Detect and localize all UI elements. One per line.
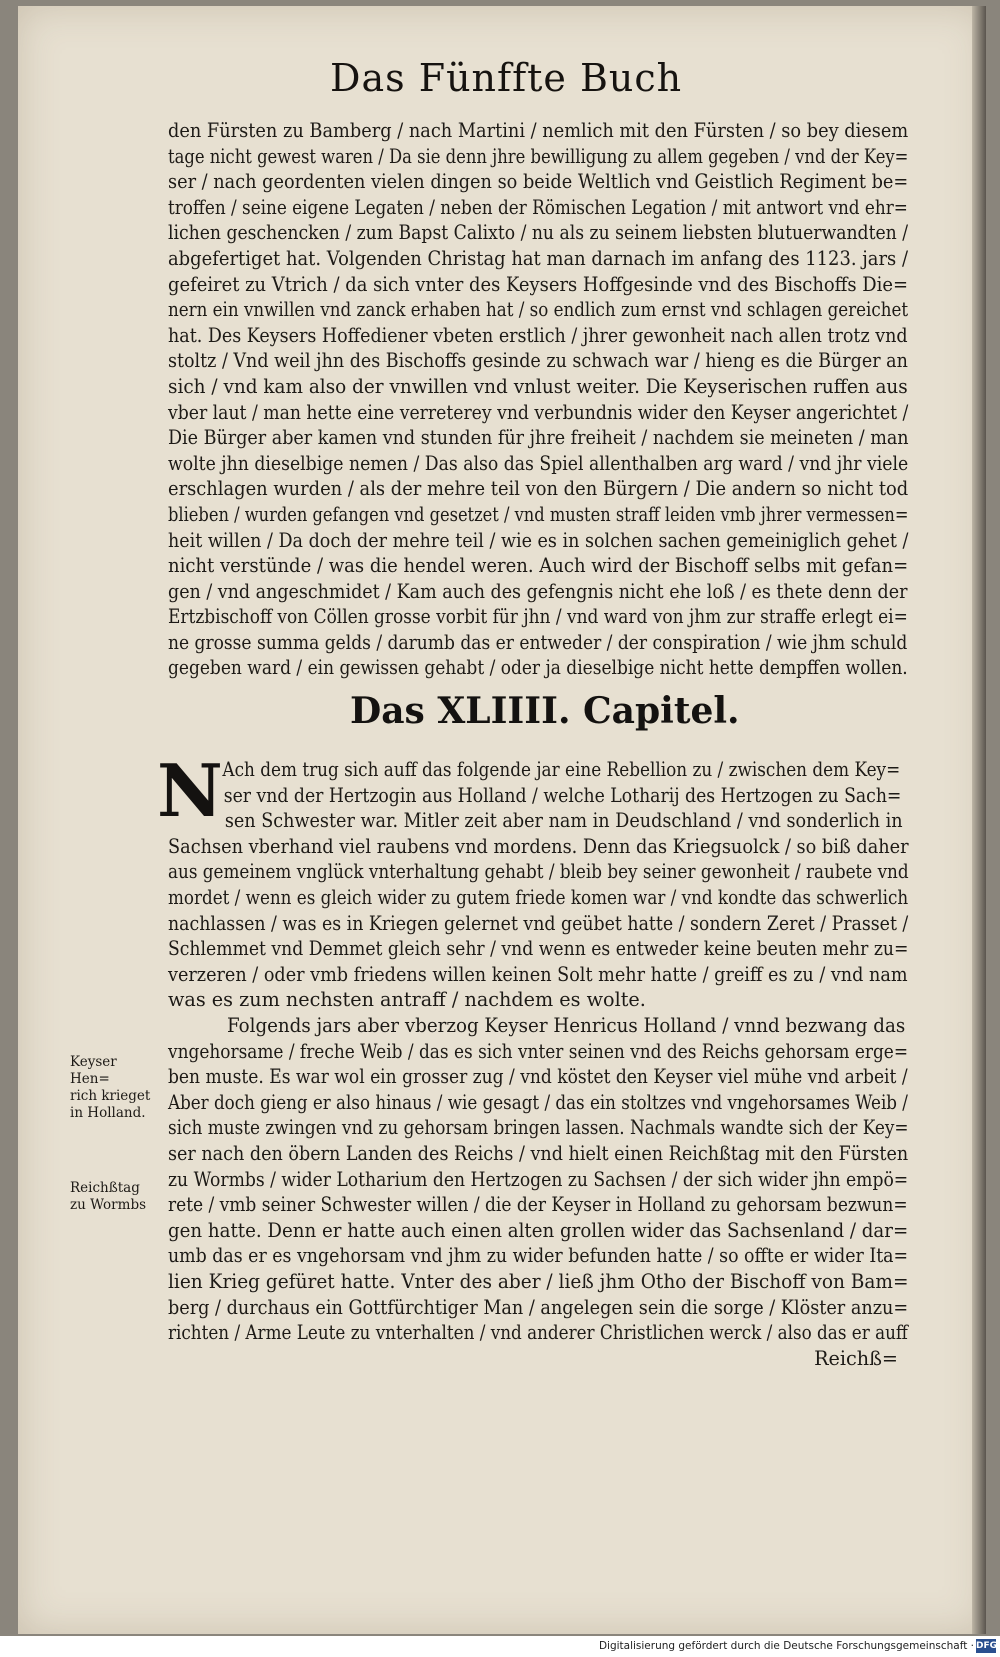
text-line: nicht verstünde / was die hendel weren. Auch wird der Bischoff selbs mit gefan= — [168, 554, 909, 578]
margin-note-line: rich krieget — [70, 1088, 151, 1104]
margin-note-line: zu Wormbs — [70, 1197, 147, 1213]
text-line: rete / vmb seiner Schwester willen / die der Keyser in Holland zu gehorsam bezwun= — [168, 1193, 908, 1217]
text-line: richten / Arme Leute zu vnterhalten / vnd anderer Christlichen werck / also das er auff — [168, 1321, 908, 1345]
text-line: vngehorsame / freche Weib / das es sich vnter seinen vnd des Reichs gehorsam erge= — [168, 1039, 909, 1063]
text-line: gegeben ward / ein gewissen gehabt / oder ja dieselbige nicht hette dempffen wollen. — [168, 656, 908, 680]
drop-cap-initial: N — [157, 748, 223, 833]
text-line: ne grosse summa gelds / darumb das er entweder / der conspiration / wie jhm schuld — [168, 630, 908, 654]
text-line: verzeren / oder vmb friedens willen keinen Solt mehr hatte / greiff es zu / vnd nam — [168, 962, 908, 986]
text-line: gen / vnd angeschmidet / Kam auch des gefengnis nicht ehe loß / es thete denn der — [168, 579, 908, 603]
margin-note-line: in Holland. — [70, 1105, 146, 1121]
page-gutter-shadow — [972, 6, 986, 1634]
chapter-heading: Das XLIIII. Capitel. — [350, 690, 740, 732]
text-line: Ach dem trug sich auff das folgende jar eine Rebellion zu / zwischen dem Key= — [222, 758, 901, 781]
text-line: berg / durchaus ein Gottfürchtiger Man / angelegen sein die sorge / Klöster anzu= — [168, 1295, 909, 1319]
text-line: wolte jhn dieselbige nemen / Das also das Spiel allenthalben arg ward / vnd jhr viele — [168, 451, 909, 475]
text-line: ser nach den öbern Landen des Reichs / vnd hielt einen Reichßtag mit den Fürsten — [168, 1141, 909, 1165]
text-line: Die Bürger aber kamen vnd stunden für jhre freiheit / nachdem sie meineten / man — [168, 426, 909, 450]
text-line: tage nicht gewest waren / Da sie denn jhre bewilligung zu allem gegeben / vnd der Key= — [168, 144, 909, 168]
text-line: den Fürsten zu Bamberg / nach Martini / nemlich mit den Fürsten / so bey diesem — [168, 119, 909, 142]
dfg-logo[interactable]: DFG — [976, 1641, 998, 1651]
text-line: vber laut / man hette eine verreterey vnd verbundnis wider den Keyser angerichtet / — [168, 400, 909, 424]
text-line: nachlassen / was es in Kriegen gelernet vnd geübet hatte / sondern Zeret / Prasset / — [168, 911, 909, 935]
text-line: sich / vnd kam also der vnwillen vnd vnlust weiter. Die Keyserischen ruffen aus — [168, 374, 908, 398]
text-line: stoltz / Vnd weil jhn des Bischoffs gesinde zu schwach war / hieng es die Bürger an — [168, 349, 908, 373]
text-line: Aber doch gieng er also hinaus / wie gesagt / das ein stoltzes vnd vngehorsames Weib / — [168, 1090, 908, 1114]
text-line: lien Krieg gefüret hatte. Vnter des aber / ließ jhm Otho der Bischoff von Bam= — [168, 1269, 909, 1293]
margin-note-wormbs — [70, 1180, 160, 1214]
text-line: zu Wormbs / wider Lotharium den Hertzogen zu Sachsen / der sich wider jhn empö= — [168, 1167, 909, 1191]
text-line: ser / nach geordenten vielen dingen so beide Weltlich vnd Geistlich Regiment be= — [168, 170, 909, 194]
margin-note-holland — [70, 1054, 160, 1122]
text-line: ben muste. Es war wol ein grosser zug / vnd köstet den Keyser viel mühe vnd arbeit / — [168, 1065, 908, 1089]
text-line: umb das er es vngehorsam vnd jhm zu wider befunden hatte / so offte er wider Ita= — [168, 1244, 909, 1268]
text-line: Sachsen vberhand viel raubens vnd mordens. Denn das Kriegsuolck / so biß daher — [168, 834, 909, 858]
text-line: ser vnd der Hertzogin aus Holland / welche Lotharij des Hertzogen zu Sach= — [223, 783, 902, 807]
text-line: lichen geschencken / zum Bapst Calixto / nu als zu seinem liebsten blutuerwandten / — [168, 221, 909, 245]
text-line: troffen / seine eigene Legaten / neben der Römischen Legation / mit antwort vnd ehr= — [168, 195, 908, 219]
margin-note-line: Keyser Hen= — [70, 1054, 117, 1087]
text-line: abgefertiget hat. Volgenden Christag hat man darnach im anfang des 1123. jars / — [168, 246, 908, 270]
paragraph-3 — [168, 1013, 908, 1371]
text-line: blieben / wurden gefangen vnd gesetzet / vnd musten straff leiden vmb jhrer vermessen= — [168, 502, 909, 526]
text-line: was es zum nechsten antraff / nachdem es wolte. — [168, 988, 646, 1012]
text-line: gefeiret zu Vtrich / da sich vnter des Keysers Hoffgesinde vnd des Bischoffs Die= — [168, 272, 909, 296]
text-line: hat. Des Keysers Hoffediener vbeten erstlich / jhrer gewonheit nach allen trotz vnd — [168, 323, 908, 347]
text-line: sich muste zwingen vnd zu gehorsam bringen lassen. Nachmals wandte sich der Key= — [168, 1116, 909, 1140]
text-line: Folgends jars aber vberzog Keyser Henricus Holland / vnnd bezwang das — [226, 1014, 906, 1037]
text-line: nern ein vnwillen vnd zanck erhaben hat / so endlich zum ernst vnd schlagen gereichet — [168, 298, 909, 322]
running-head: Das Fünffte Buch — [330, 56, 683, 100]
text-line: mordet / wenn es gleich wider zu gutem friede komen war / vnd kondte das schwerlich — [168, 885, 909, 909]
text-line: heit willen / Da doch der mehre teil / wie es in solchen sachen gemeiniglich gehet / — [168, 528, 909, 552]
text-line: sen Schwester war. Mitler zeit aber nam in Deudschland / vnd sonderlich in — [224, 809, 903, 833]
catchword: Reichß= — [814, 1346, 898, 1370]
paragraph-2 — [168, 757, 908, 1013]
text-line: erschlagen wurden / als der mehre teil von den Bürgern / Die andern so nicht tod — [168, 477, 909, 501]
funding-credit: Digitalisierung gefördert durch die Deutsche Forschungsgemeinschaft · — [598, 1640, 974, 1652]
paragraph-1 — [168, 118, 908, 681]
text-line: aus gemeinem vnglück vnterhaltung gehabt / bleib bey seiner gewonheit / raubete vnd — [168, 860, 909, 884]
text-line: gen hatte. Denn er hatte auch einen alten grollen wider das Sachsenland / dar= — [168, 1218, 909, 1242]
text-line: Ertzbischoff von Cöllen grosse vorbit für jhn / vnd ward von jhm zur straffe erlegt ei= — [168, 605, 908, 629]
text-line: Schlemmet vnd Demmet gleich sehr / vnd wenn es entweder keine beuten mehr zu= — [168, 937, 909, 961]
margin-note-line: Reichßtag — [70, 1180, 140, 1196]
